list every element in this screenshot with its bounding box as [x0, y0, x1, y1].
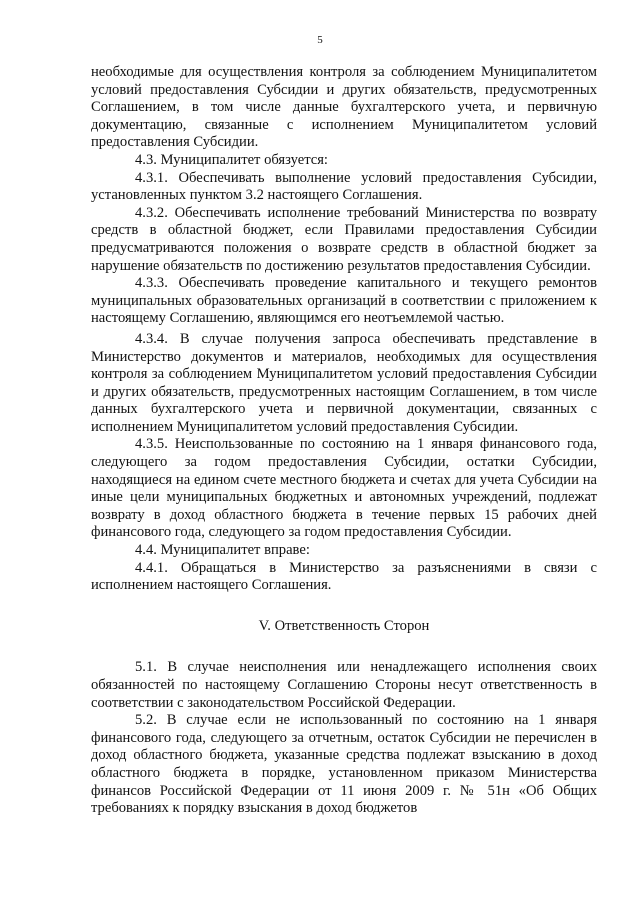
paragraph-4-4: 4.4. Муниципалитет вправе:	[135, 542, 310, 559]
paragraph-4-3-4: 4.3.4. В случае получения запроса обеспечивать представление в Министерство документов и материалов, необходимых для осуществления контроля за соблюдением Муниципалитетом условий предоставления Субсидии и других обязательств, предусмотренных настоящим Соглашением, в том числе данных бухгалтерского учета и первичной документации, связанных с исполнением Муниципалитетом условий предоставления Субсидии.	[91, 330, 597, 435]
document-body	[91, 64, 597, 818]
paragraph-4-4-1: 4.4.1. Обращаться в Министерство за разъяснениями в связи с исполнением настоящего Соглашения.	[91, 559, 597, 594]
paragraph-1: необходимые для осуществления контроля за соблюдением Муниципалитетом условий предоставления Субсидии и других обязательств, предусмотренных Соглашением, в том числе данные бухгалтерского учета, и первичную документацию, связанные с исполнением Муниципалитетом условий предоставления Субсидии.	[91, 64, 597, 151]
paragraph-5-2: 5.2. В случае если не использованный по состоянию на 1 января финансового года, следующего за отчетным, остаток Субсидии не перечислен в доход областного бюджета, указанные средства подлежат взысканию в доход областного бюджета в порядке, установленном приказом Министерства финансов Российской Федерации от 11 июня 2009 г. № 51н «Об Общих требованиях к порядку взыскания в доход бюджетов	[91, 712, 597, 817]
paragraph-4-3-1: 4.3.1. Обеспечивать выполнение условий предоставления Субсидии, установленных пунктом 3.2 настоящего Соглашения.	[91, 169, 597, 204]
section-heading: V. Ответственность Сторон	[258, 617, 430, 634]
paragraph-5-1: 5.1. В случае неисполнения или ненадлежащего исполнения своих обязанностей по настоящему Соглашению Стороны несут ответственность в соответствии с законодательством Российской Федерации.	[91, 659, 597, 711]
paragraph-4-3-3: 4.3.3. Обеспечивать проведение капитального и текущего ремонтов муниципальных образовательных организаций в соответствии с приложением к настоящему Соглашению, являющимся его неотъемлемой частью.	[91, 275, 597, 327]
page-number: 5	[317, 34, 323, 46]
paragraph-4-3: 4.3. Муниципалитет обязуется:	[135, 151, 328, 168]
paragraph-4-3-2: 4.3.2. Обеспечивать исполнение требований Министерства по возврату средств в областной бюджет, если Правилами предоставления Субсидии предусматриваются положения о возврате средств в областной бюджет за нарушение обязательств по достижению результатов предоставления Субсидии.	[91, 204, 597, 274]
paragraph-4-3-5: 4.3.5. Неиспользованные по состоянию на 1 января финансового года, следующего за годом предоставления Субсидии, остатки Субсидии, находящиеся на едином счете местного бюджета и счетах для учета Субсидии на иные цели муниципальных бюджетных и автономных учреждений, подлежат возврату в доход областного бюджета в течение первых 15 рабочих дней финансового года, следующего за годом предоставления Субсидии.	[91, 436, 597, 541]
